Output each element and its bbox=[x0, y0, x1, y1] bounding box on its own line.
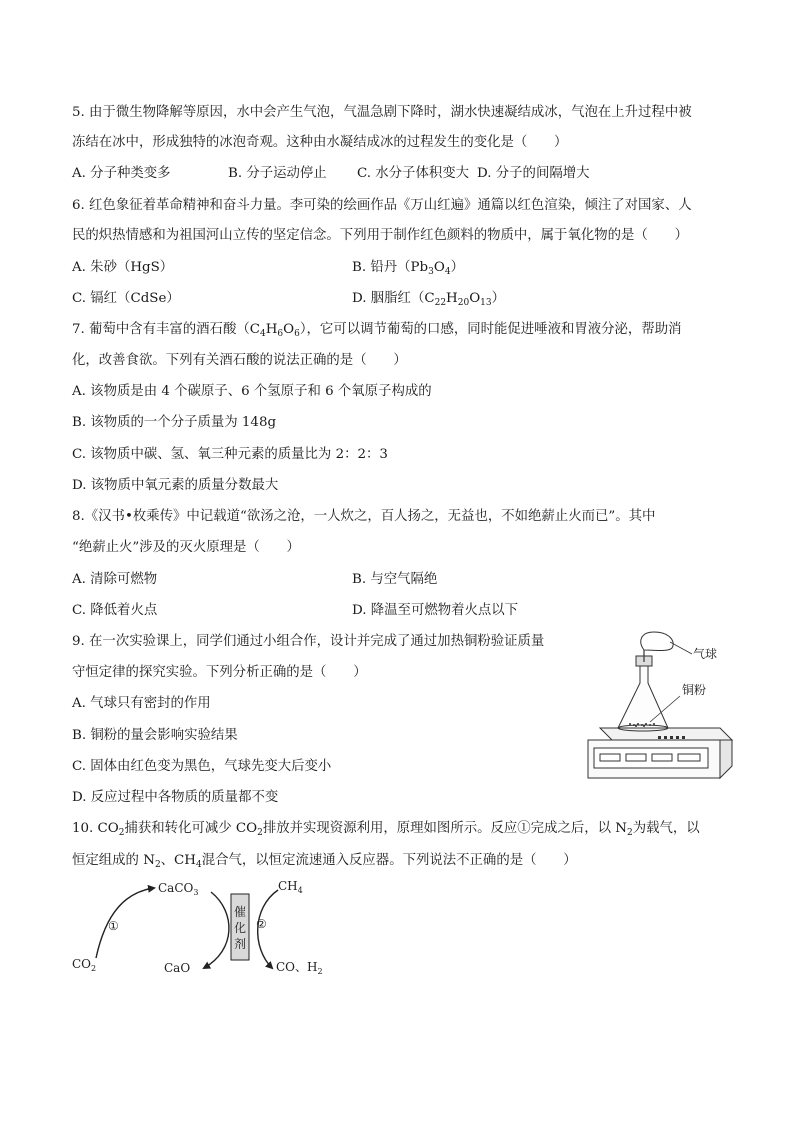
q8-option-d[interactable]: D. 降温至可燃物着火点以下 bbox=[352, 603, 519, 618]
q9-option-b[interactable]: B. 铜粉的量会影响实验结果 bbox=[72, 728, 238, 743]
q7-option-c[interactable]: C. 该物质中碳、氢、氧三种元素的质量比为 2：2：3 bbox=[72, 447, 388, 462]
q7-option-b[interactable]: B. 该物质的一个分子质量为 148g bbox=[72, 415, 277, 430]
q6-stem-line1: 6. 红色象征着革命精神和奋斗力量。李可染的绘画作品《万山红遍》通篇以红色渲染，倾注了对国家、人 bbox=[72, 198, 692, 213]
q5-option-a[interactable]: A. 分子种类变多 bbox=[72, 166, 171, 181]
q5-option-b[interactable]: B. 分子运动停止 bbox=[228, 166, 327, 181]
q6-option-b[interactable]: B. 铅丹$(Pb_3O_4)$ bbox=[352, 260, 464, 277]
q10-cycle-diagram bbox=[66, 872, 346, 982]
q9-option-c[interactable]: C. 固体由红色变为黑色，气球先变大后变小 bbox=[72, 759, 332, 774]
q9-stem-line1: 9. 在一次实验课上，同学们通过小组合作，设计并完成了通过加热铜粉验证质量 bbox=[72, 634, 545, 649]
q6-option-a[interactable]: A. 朱砂（HgS） bbox=[72, 260, 174, 275]
q8-stem-line2: “绝薪止火”涉及的灭火原理是（ ） bbox=[72, 540, 300, 555]
q6-option-d[interactable]: D. 胭脂红$(C_{22}H_{20}O_{13})$ bbox=[352, 291, 506, 308]
q9-apparatus-figure bbox=[580, 628, 740, 783]
q9-stem-line2: 守恒定律的探究实验。下列分析正确的是（ ） bbox=[72, 665, 367, 680]
q10-stem-line2: 恒定组成的 $N_2$、$CH_4$混合气，以恒定流速通入反应器。下列说法不正确的是（ ） bbox=[72, 853, 577, 870]
q6-options-row2 bbox=[72, 289, 732, 309]
catalyst-char-3: 剂 bbox=[233, 937, 247, 951]
q5-stem-line2: 冻结在冰中，形成独特的冰泡奇观。这种由水凝结成冰的过程发生的变化是（ ） bbox=[72, 135, 568, 150]
q5-stem-line1: 5. 由于微生物降解等原因，水中会产生气泡，气温急剧下降时，湖水快速凝结成冰，气泡在上升过程中被 bbox=[72, 105, 692, 120]
ch4-label: $CH_4$ bbox=[278, 879, 303, 895]
q8-option-b[interactable]: B. 与空气隔绝 bbox=[352, 572, 438, 587]
catalyst-char-2: 化 bbox=[233, 921, 247, 935]
step2-marker: ② bbox=[256, 917, 267, 931]
q7-option-a[interactable]: A. 该物质是由 4 个碳原子、6 个氢原子和 6 个氧原子构成的 bbox=[72, 384, 432, 399]
reaction1-arrow bbox=[96, 888, 154, 958]
q6-stem-line2: 民的炽热情感和为祖国河山立传的坚定信念。下列用于制作红色颜料的物质中，属于氧化物的是（ ） bbox=[72, 228, 688, 243]
q7-stem-line1: 7. 葡萄中含有丰富的酒石酸$(C_4H_6O_6)$，它可以调节葡萄的口感，同时能促进唾液和胃液分泌，帮助消 bbox=[72, 322, 682, 339]
caco3-label: CaCO$_3$ bbox=[158, 881, 199, 897]
q6-options-row1 bbox=[72, 258, 732, 278]
q7-option-d[interactable]: D. 该物质中氧元素的质量分数最大 bbox=[72, 478, 279, 493]
q7-stem-line2: 化，改善食欲。下列有关酒石酸的说法正确的是（ ） bbox=[72, 353, 407, 368]
q10-stem-line1: 10. $CO_2$捕获和转化可减少 $CO_2$排放并实现资源利用，原理如图所示。反应①完成之后，以 $N_2$为载气，以 bbox=[72, 821, 700, 838]
electronic-balance bbox=[588, 728, 732, 778]
q8-options-row1 bbox=[72, 570, 732, 590]
q5-option-d[interactable]: D. 分子的间隔增大 bbox=[477, 166, 590, 181]
conical-flask bbox=[618, 664, 668, 731]
copper-label: 铜粉 bbox=[682, 683, 707, 697]
q8-options-row2 bbox=[72, 601, 732, 621]
q5-option-c[interactable]: C. 水分子体积变大 bbox=[357, 166, 470, 181]
q5-options bbox=[72, 164, 732, 184]
balloon bbox=[641, 632, 673, 651]
step1-marker: ① bbox=[108, 919, 119, 933]
catalyst-char-1: 催 bbox=[233, 905, 247, 919]
q8-option-c[interactable]: C. 降低着火点 bbox=[72, 603, 158, 618]
balloon-pointer bbox=[670, 642, 692, 654]
q9-option-a[interactable]: A. 气球只有密封的作用 bbox=[72, 696, 211, 711]
products-label: CO、$H_2$ bbox=[276, 960, 323, 976]
q8-stem-line1: 8.《汉书•枚乘传》中记载道“欲汤之沧，一人炊之，百人扬之，无益也，不如绝薪止火而已”。其中 bbox=[72, 509, 656, 524]
q6-option-c[interactable]: C. 镉红（CdSe） bbox=[72, 291, 180, 306]
balloon-label: 气球 bbox=[693, 647, 718, 661]
decomposition-arrow bbox=[204, 892, 229, 968]
cao-label: CaO bbox=[164, 961, 191, 975]
q8-option-a[interactable]: A. 清除可燃物 bbox=[72, 572, 158, 587]
q9-option-d[interactable]: D. 反应过程中各物质的质量都不变 bbox=[72, 790, 279, 805]
co2-label: $CO_2$ bbox=[72, 957, 97, 973]
